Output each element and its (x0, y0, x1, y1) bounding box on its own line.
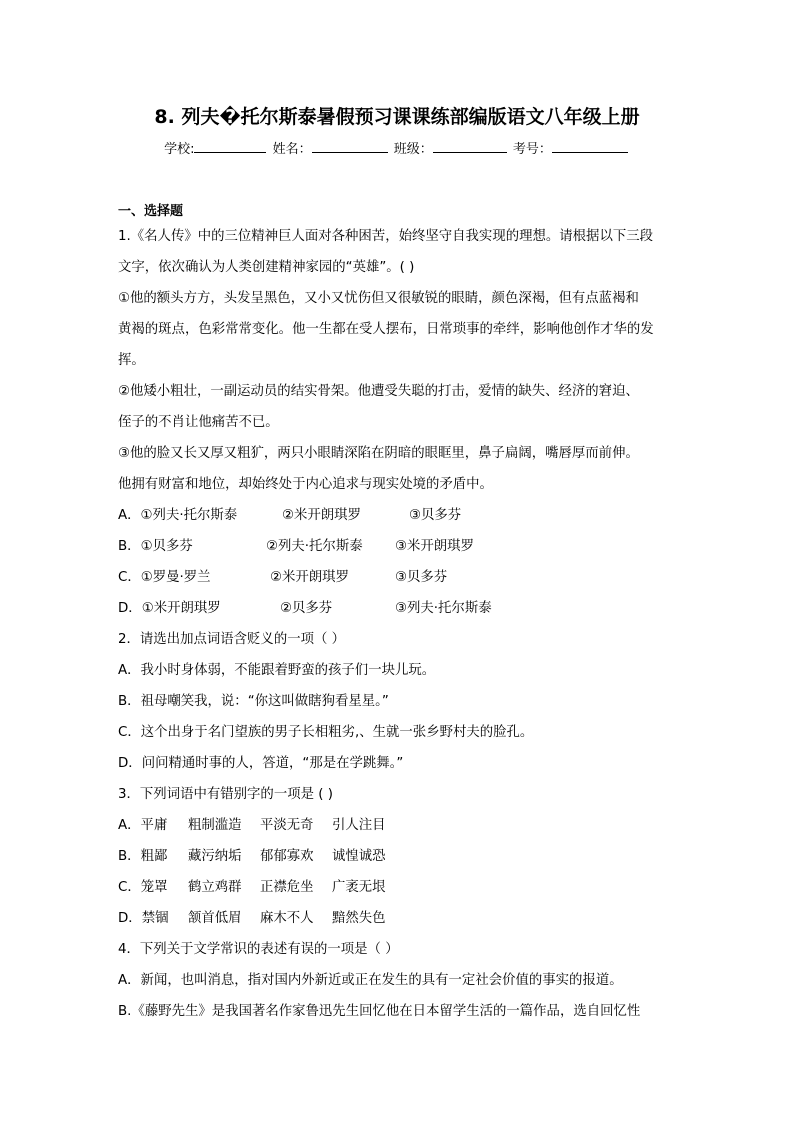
q1-stem-line-1: 1.《名人传》中的三位精神巨人面对各种困苦，始终坚守自我实现的理想。请根据以下三段 (118, 229, 654, 244)
q3-d-word-2: 颔首低眉 (188, 911, 242, 926)
q1-option-c[interactable] (118, 568, 678, 599)
q3-option-d[interactable] (118, 909, 678, 940)
q1-option-a[interactable] (118, 506, 678, 537)
q4-option-a[interactable]: A．新闻，也叫消息，指对国内外新近或正在发生的具有一定社会价值的事实的报道。 (118, 973, 623, 988)
q3-b-word-3: 郁郁寡欢 (260, 849, 314, 864)
section-heading: 一、选择题 (118, 204, 184, 219)
q3-b-word-1: B．粗鄙 (118, 849, 168, 864)
q3-a-word-1: A．平庸 (118, 818, 168, 833)
q3-option-a[interactable] (118, 816, 678, 847)
q1-c-part-3: ③贝多芬 (395, 570, 448, 585)
q3-a-word-2: 粗制滥造 (188, 818, 242, 833)
document-title: 8. 列夫�托尔斯泰暑假预习课课练部编版语文八年级上册 (154, 106, 640, 128)
q1-d-part-2: ②贝多芬 (280, 601, 333, 616)
questions-body (118, 227, 678, 1033)
q1-passage-1-line-2: 黄褐的斑点，色彩常常变化。他一生都在受人摆布，日常琐事的牵绊，影响他创作才华的发 (118, 322, 654, 337)
q1-c-part-2: ②米开朗琪罗 (270, 570, 349, 585)
q1-passage-1-line-3: 挥。 (118, 353, 145, 368)
q1-option-d[interactable] (118, 599, 678, 630)
class-label: 班级： (393, 142, 433, 157)
name-blank (312, 138, 388, 153)
q3-option-c[interactable] (118, 878, 678, 909)
exam-no-label: 考号： (512, 142, 552, 157)
q3-d-word-1: D．禁锢 (118, 911, 169, 926)
q1-c-part-1: C．①罗曼·罗兰 (118, 570, 211, 585)
school-blank (194, 138, 266, 153)
q3-d-word-4: 黯然失色 (332, 911, 386, 926)
q3-d-word-3: 麻木不人 (260, 911, 314, 926)
q4-option-b[interactable]: B.《藤野先生》是我国著名作家鲁迅先生回忆他在日本留学生活的一篇作品，选自回忆性 (118, 1004, 641, 1019)
q2-option-c[interactable]: C．这个出身于名门望族的男子长相粗劣,、生就一张乡野村夫的脸孔。 (118, 725, 534, 740)
q1-passage-3-line-2: 他拥有财富和地位，却始终处于内心追求与现实处境的矛盾中。 (118, 477, 493, 492)
q2-option-d[interactable]: D．问问精通时事的人，答道，“那是在学跳舞。” (118, 756, 404, 771)
q1-passage-2-line-2: 侄子的不肖让他痛苦不已。 (118, 415, 279, 430)
q1-a-part-1: A．①列夫·托尔斯泰 (118, 508, 238, 523)
q1-a-part-3: ③贝多芬 (409, 508, 462, 523)
q3-c-word-1: C．笼罩 (118, 880, 168, 895)
q1-b-part-1: B．①贝多芬 (118, 539, 193, 554)
q2-stem: 2．请选出加点词语含贬义的一项（ ） (118, 632, 346, 647)
q3-c-word-2: 鹤立鸡群 (188, 880, 242, 895)
school-label: 学校: (164, 142, 195, 157)
q3-stem: 3．下列词语中有错别字的一项是 ( ) (118, 787, 333, 802)
q1-d-part-3: ③列夫·托尔斯泰 (395, 601, 492, 616)
q1-passage-1-line-1: ①他的额头方方，头发呈黑色，又小又忧伤但又很敏锐的眼睛，颜色深褐，但有点蓝褐和 (118, 291, 639, 306)
q3-c-word-4: 广袤无垠 (332, 880, 386, 895)
q3-b-word-4: 诚惶诚恐 (332, 849, 386, 864)
q3-c-word-3: 正襟危坐 (260, 880, 314, 895)
q1-b-part-2: ②列夫·托尔斯泰 (266, 539, 363, 554)
q1-stem-line-2: 文字，依次确认为人类创建精神家园的“英雄”。( ) (118, 260, 415, 275)
q1-option-b[interactable] (118, 537, 678, 568)
q3-option-b[interactable] (118, 847, 678, 878)
q1-b-part-3: ③米开朗琪罗 (395, 539, 474, 554)
q3-a-word-4: 引人注目 (332, 818, 386, 833)
q1-passage-2-line-1: ②他矮小粗壮，一副运动员的结实骨架。他遭受失聪的打击，爱情的缺失、经济的窘迫、 (118, 384, 639, 399)
q1-a-part-2: ②米开朗琪罗 (282, 508, 361, 523)
q1-d-part-1: D．①米开朗琪罗 (118, 601, 221, 616)
name-label: 姓名： (272, 142, 312, 157)
student-info-line (0, 138, 794, 160)
q1-passage-3-line-1: ③他的脸又长又厚又粗犷，两只小眼睛深陷在阴暗的眼眶里，鼻子扁阔，嘴唇厚而前伸。 (118, 446, 639, 461)
exam-no-blank (552, 138, 628, 153)
q3-a-word-3: 平淡无奇 (260, 818, 314, 833)
q2-option-b[interactable]: B．祖母嘲笑我，说：“你这叫做瞎狗看星星。” (118, 694, 389, 709)
q2-option-a[interactable]: A．我小时身体弱，不能跟着野蛮的孩子们一块儿玩。 (118, 663, 436, 678)
class-blank (433, 138, 507, 153)
q3-b-word-2: 藏污纳垢 (188, 849, 242, 864)
q4-stem: 4．下列关于文学常识的表述有误的一项是（ ） (118, 942, 399, 957)
